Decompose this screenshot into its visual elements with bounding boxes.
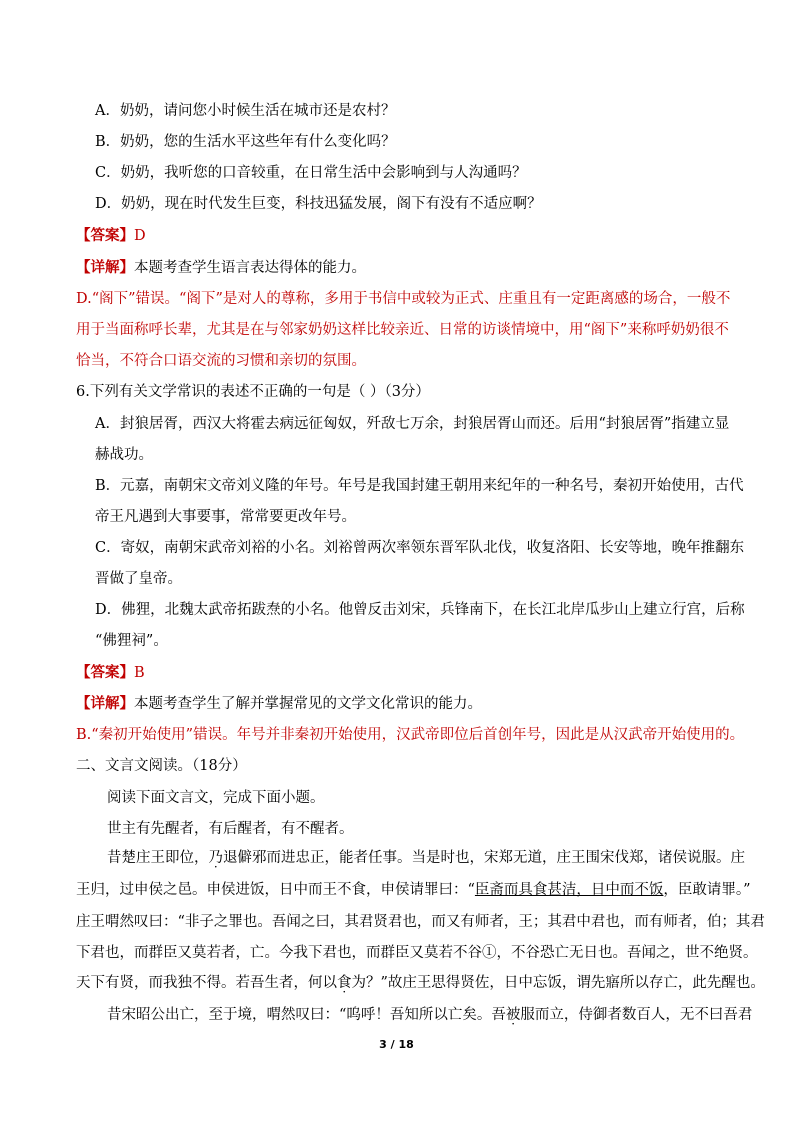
q6-explain-head bbox=[76, 694, 482, 714]
passage-p2-line-2 bbox=[76, 880, 751, 900]
text-run: 王归，过申侯之邑。申侯进饭，日中而王不食，申侯请罪曰：“ bbox=[76, 882, 475, 898]
passage-p2-line-4: 下君也，而群臣又莫若者，亡。今我下君也，而群臣又莫若不谷①，不谷恐亡无日也。吾闻之，世不绝贤。 bbox=[76, 945, 758, 961]
q6-stem: 6.下列有关文学常识的表述不正确的一句是（ ）（3分） bbox=[76, 384, 430, 400]
passage-p1: 世主有先醒者，有后醒者，有不醒者。 bbox=[107, 821, 354, 837]
explain-tag: 【详解】 bbox=[76, 259, 134, 276]
q6-option-c-1: C．寄奴，南朝宋武帝刘裕的小名。刘裕曾两次率领东晋军队北伐，收复洛阳、长安等地，晚年推翻东 bbox=[95, 540, 745, 556]
explain-intro: 本题考查学生了解并掌握常见的文学文化常识的能力。 bbox=[134, 696, 482, 712]
q5-option-c: C．奶奶，我听您的口音较重，在日常生活中会影响到与人沟通吗？ bbox=[95, 165, 527, 181]
q5-option-d: D．奶奶，现在时代发生巨变，科技迅猛发展，阁下有没有不适应啊？ bbox=[95, 196, 542, 212]
text-run: 天下有贤，而我独不得。若吾生者，何以 bbox=[76, 975, 337, 991]
answer-tag: 【答案】 bbox=[76, 227, 134, 244]
page-number: 3 / 18 bbox=[379, 1038, 414, 1051]
q6-option-d-2: “佛狸祠”。 bbox=[95, 633, 168, 649]
q5-explain-line-1: D.“阁下”错误。“阁下”是对人的尊称，多用于书信中或较为正式、庄重且有一定距离感的场合，一般不 bbox=[76, 291, 731, 307]
section-heading: 二、文言文阅读。（18分） bbox=[76, 758, 247, 774]
q5-explain-head bbox=[76, 258, 366, 278]
answer-value: B bbox=[134, 665, 145, 681]
text-run: ，臣敢请罪。” bbox=[663, 882, 751, 898]
answer-tag: 【答案】 bbox=[76, 664, 134, 681]
q6-option-d-1: D．佛狸，北魏太武帝拓跋焘的小名。他曾反击刘宋，兵锋南下，在长江北岸瓜步山上建立行宫，后称 bbox=[95, 602, 745, 618]
q5-explain-line-2: 用于当面称呼长辈，尤其是在与邻家奶奶这样比较亲近、日常的访谈情境中，用“阁下”来称呼奶奶很不 bbox=[76, 322, 729, 338]
passage-p3-line-1 bbox=[107, 1005, 752, 1025]
text-run: 为？”故庄王思得贤佐，日中忘饭，谓先寤所以存亡，此先醒也。 bbox=[351, 975, 765, 991]
q5-explain-line-3: 恰当，不符合口语交流的习惯和亲切的氛围。 bbox=[76, 353, 366, 369]
text-run: 退僻邪而进忠正，能者任事。当是时也，宋郑无道，庄王围宋伐郑，诸侯说服。庄 bbox=[223, 850, 745, 866]
q5-option-a: A．奶奶，请问您小时候生活在城市还是农村？ bbox=[95, 103, 396, 119]
passage-p2-line-1 bbox=[107, 848, 745, 868]
dotted-char: 食 bbox=[337, 975, 352, 991]
text-run: 昔宋昭公出亡，至于境，喟然叹曰：“呜呼！吾知所以亡矣。吾 bbox=[107, 1007, 506, 1023]
q6-explain-line: B.“秦初开始使用”错误。年号并非秦初开始使用，汉武帝即位后首创年号，因此是从汉武帝开始使用的。 bbox=[76, 727, 745, 743]
q6-option-a-1: A．封狼居胥，西汉大将霍去病远征匈奴，歼敌七万余，封狼居胥山而还。后用“封狼居胥”指建立显 bbox=[95, 416, 730, 432]
q5-answer bbox=[76, 226, 146, 246]
q5-option-b: B．奶奶，您的生活水平这些年有什么变化吗？ bbox=[95, 134, 396, 150]
explain-intro: 本题考查学生语言表达得体的能力。 bbox=[134, 260, 366, 276]
section-instruction: 阅读下面文言文，完成下面小题。 bbox=[107, 790, 325, 806]
passage-p2-line-5 bbox=[76, 973, 765, 993]
q6-answer bbox=[76, 663, 145, 683]
text-run: 昔楚庄王即位， bbox=[107, 850, 209, 866]
dotted-char: 乃 bbox=[208, 850, 223, 866]
q6-option-b-1: B．元嘉，南朝宋文帝刘义隆的年号。年号是我国封建王朝用来纪年的一种名号，秦初开始使用，古代 bbox=[95, 478, 744, 494]
text-run: 服而立，侍御者数百人，无不曰吾君 bbox=[520, 1007, 753, 1023]
passage-p2-line-3: 庄王喟然叹曰：“非子之罪也。吾闻之曰，其君贤君也，而又有师者，王；其君中君也，而有师者，伯；其君 bbox=[76, 914, 765, 930]
explain-tag: 【详解】 bbox=[76, 695, 134, 712]
q6-option-c-2: 晋做了皇帝。 bbox=[95, 571, 182, 587]
underlined-sentence: 臣斋而具食甚洁，日中而不饭 bbox=[474, 882, 664, 898]
q6-option-b-2: 帝王凡遇到大事要事，常常要更改年号。 bbox=[95, 509, 356, 525]
dotted-char: 被 bbox=[505, 1007, 521, 1023]
q6-option-a-2: 赫战功。 bbox=[95, 447, 153, 463]
answer-value: D bbox=[134, 228, 146, 244]
